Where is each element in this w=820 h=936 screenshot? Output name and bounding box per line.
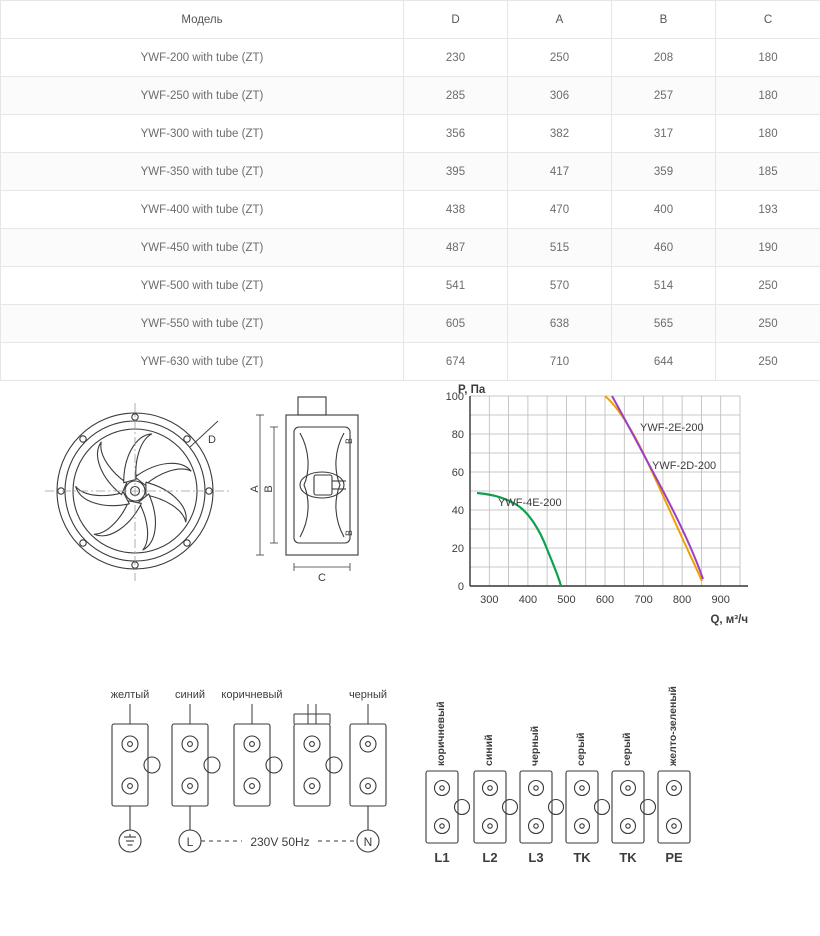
y-tick-60: 60 (452, 467, 464, 479)
cell-a: 250 (508, 39, 612, 77)
wire-label-yellow: желтый (111, 689, 150, 701)
x-tick-800: 800 (673, 594, 691, 606)
table-row (1, 305, 820, 343)
wiring-diagrams-section (0, 666, 820, 936)
annotation-ywf-4e-200: YWF-4E-200 (498, 497, 562, 509)
y-tick-100: 100 (446, 391, 464, 403)
wire-label-brown: коричневый (435, 701, 447, 766)
cell-c: 250 (716, 267, 820, 305)
column-header-a: A (508, 1, 612, 39)
cell-model: YWF-250 with tube (ZT) (1, 77, 404, 115)
y-tick-40: 40 (452, 505, 464, 517)
x-tick-500: 500 (557, 594, 575, 606)
cell-d: 605 (404, 305, 508, 343)
cell-model: YWF-500 with tube (ZT) (1, 267, 404, 305)
cell-d: 285 (404, 77, 508, 115)
x-tick-600: 600 (596, 594, 614, 606)
wire-label-brown: коричневый (221, 689, 282, 701)
table-row (1, 153, 820, 191)
terminal-label-pe: PE (665, 850, 683, 865)
cell-d: 438 (404, 191, 508, 229)
cell-b: 208 (612, 39, 716, 77)
cell-d: 230 (404, 39, 508, 77)
cell-b: 460 (612, 229, 716, 267)
terminal-label-l: L (187, 835, 194, 849)
terminal-label-n: N (364, 835, 373, 849)
performance-chart (430, 381, 770, 646)
wire-label-black: черный (349, 689, 387, 701)
wire-label-yellow-green: желто-зеленый (667, 686, 679, 767)
x-tick-400: 400 (519, 594, 537, 606)
cell-a: 638 (508, 305, 612, 343)
fan-side-view-drawing (248, 389, 398, 589)
cell-b: 359 (612, 153, 716, 191)
column-header-c: C (716, 1, 820, 39)
dimension-label-b-bottom: B (344, 530, 354, 536)
cell-a: 417 (508, 153, 612, 191)
cell-a: 570 (508, 267, 612, 305)
three-phase-wiring-diagram (420, 666, 720, 866)
cell-c: 190 (716, 229, 820, 267)
cell-d: 674 (404, 343, 508, 381)
cell-c: 180 (716, 39, 820, 77)
x-tick-900: 900 (712, 594, 730, 606)
x-tick-700: 700 (634, 594, 652, 606)
cell-a: 470 (508, 191, 612, 229)
cell-a: 382 (508, 115, 612, 153)
cell-c: 180 (716, 77, 820, 115)
cell-model: YWF-350 with tube (ZT) (1, 153, 404, 191)
wire-label-blue: синий (175, 689, 205, 701)
cell-d: 487 (404, 229, 508, 267)
cell-a: 515 (508, 229, 612, 267)
column-header-b: B (612, 1, 716, 39)
cell-d: 395 (404, 153, 508, 191)
table-header-row (1, 1, 820, 39)
cell-b: 565 (612, 305, 716, 343)
cell-c: 250 (716, 343, 820, 381)
annotation-ywf-2d-200: YWF-2D-200 (652, 460, 716, 472)
x-axis-label: Q, м³/ч (710, 614, 748, 626)
cell-model: YWF-200 with tube (ZT) (1, 39, 404, 77)
cell-b: 514 (612, 267, 716, 305)
cell-c: 180 (716, 115, 820, 153)
cell-model: YWF-300 with tube (ZT) (1, 115, 404, 153)
y-axis-label: P, Па (458, 384, 486, 396)
terminal-label-tk-1: TK (573, 850, 591, 865)
table-row (1, 267, 820, 305)
wire-label-black: черный (529, 726, 541, 766)
cell-c: 185 (716, 153, 820, 191)
table-row (1, 229, 820, 267)
y-tick-20: 20 (452, 543, 464, 555)
cell-model: YWF-400 with tube (ZT) (1, 191, 404, 229)
cell-d: 541 (404, 267, 508, 305)
y-tick-80: 80 (452, 429, 464, 441)
table-row (1, 115, 820, 153)
supply-label: 230V 50Hz (250, 835, 309, 849)
table-row (1, 343, 820, 381)
table-row (1, 191, 820, 229)
terminal-label-l2: L2 (482, 850, 497, 865)
x-tick-300: 300 (480, 594, 498, 606)
column-header-model: Модель (1, 1, 404, 39)
cell-a: 306 (508, 77, 612, 115)
fan-front-view-drawing (40, 391, 240, 591)
cell-c: 250 (716, 305, 820, 343)
y-tick-0: 0 (458, 581, 464, 593)
drawings-and-chart-section (0, 381, 820, 666)
dimension-label-b-top: B (344, 438, 354, 444)
wire-label-grey-1: серый (575, 732, 587, 766)
dimension-label-b-mid: B (263, 485, 275, 492)
wire-label-grey-2: серый (621, 732, 633, 766)
dimension-label-a: A (249, 485, 261, 493)
dimensions-table (0, 0, 820, 381)
terminal-label-l1: L1 (434, 850, 449, 865)
table-row (1, 39, 820, 77)
cell-b: 317 (612, 115, 716, 153)
cell-a: 710 (508, 343, 612, 381)
table-row (1, 77, 820, 115)
wire-label-blue: синий (483, 734, 495, 766)
cell-b: 257 (612, 77, 716, 115)
annotation-ywf-2e-200: YWF-2E-200 (640, 422, 704, 434)
column-header-d: D (404, 1, 508, 39)
dimension-label-d: D (208, 434, 216, 446)
cell-model: YWF-450 with tube (ZT) (1, 229, 404, 267)
terminal-label-tk-2: TK (619, 850, 637, 865)
terminal-label-l3: L3 (528, 850, 543, 865)
cell-model: YWF-630 with tube (ZT) (1, 343, 404, 381)
dimension-label-c: C (318, 572, 326, 584)
cell-b: 644 (612, 343, 716, 381)
cell-model: YWF-550 with tube (ZT) (1, 305, 404, 343)
cell-c: 193 (716, 191, 820, 229)
cell-d: 356 (404, 115, 508, 153)
single-phase-wiring-diagram (90, 676, 410, 876)
cell-b: 400 (612, 191, 716, 229)
